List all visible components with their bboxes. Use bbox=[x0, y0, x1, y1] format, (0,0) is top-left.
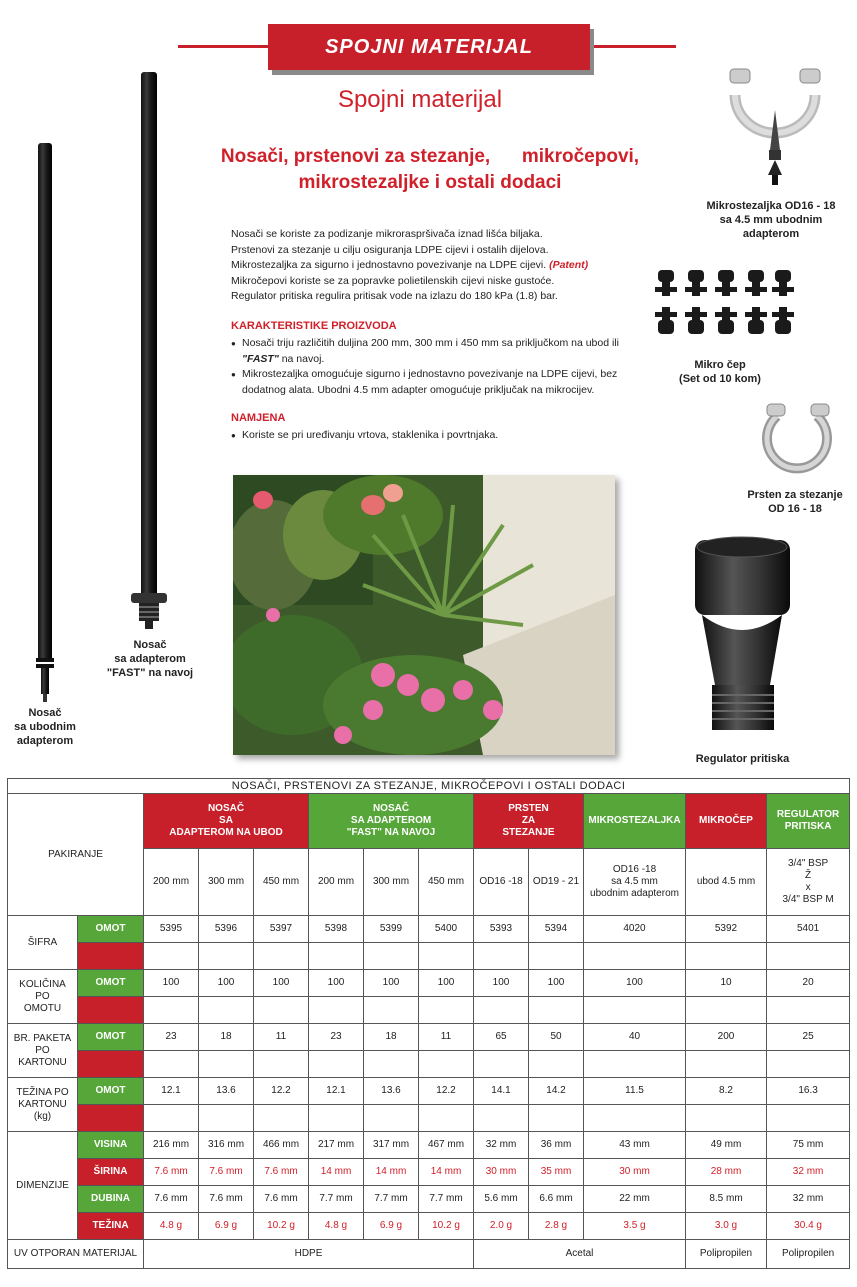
cell: 23 bbox=[144, 1024, 199, 1051]
caption-nosac-fast bbox=[100, 638, 200, 680]
caption-mikrostezaljka-3: adapterom bbox=[742, 228, 800, 240]
caption-nosac-fast-2: sa adapterom bbox=[114, 653, 186, 665]
cell: 5401 bbox=[767, 916, 850, 943]
mikrocep-image bbox=[650, 265, 800, 350]
cell: 65 bbox=[474, 1024, 529, 1051]
red-cell bbox=[78, 1051, 144, 1078]
cell: 23 bbox=[309, 1024, 364, 1051]
cell: 16.3 bbox=[767, 1078, 850, 1105]
cell: 8.5 mm bbox=[686, 1186, 767, 1213]
intro-line-3 bbox=[231, 258, 631, 274]
group-nosac-ubod: NOSAČ SA ADAPTEROM NA UBOD bbox=[144, 794, 309, 849]
cell: 5395 bbox=[144, 916, 199, 943]
cell: 14.2 bbox=[529, 1078, 584, 1105]
table-row bbox=[8, 1132, 850, 1159]
features-list bbox=[231, 336, 626, 398]
prsten-image bbox=[755, 398, 840, 483]
header-line-left bbox=[178, 45, 270, 48]
caption-nosac-ubod bbox=[5, 706, 85, 748]
cell: 7.7 mm bbox=[309, 1186, 364, 1213]
cell: 5397 bbox=[254, 916, 309, 943]
cell: 8.2 bbox=[686, 1078, 767, 1105]
table-row bbox=[8, 1024, 850, 1051]
table-row bbox=[8, 916, 850, 943]
purpose-bullet-1: ● Koriste se pri uređivanju vrtova, staklenika i povrtnjaka. bbox=[231, 428, 626, 444]
row-label-paketa: BR. PAKETA PO KARTONU bbox=[8, 1024, 78, 1078]
table-row bbox=[8, 997, 850, 1024]
red-cell bbox=[78, 1105, 144, 1132]
cell: 30 mm bbox=[474, 1159, 529, 1186]
cell: 32 mm bbox=[474, 1132, 529, 1159]
table-caption: NOSAČI, PRSTENOVI ZA STEZANJE, MIKROČEPOVI I OSTALI DODACI bbox=[8, 779, 850, 794]
cell: 2.0 g bbox=[474, 1213, 529, 1240]
cell: 12.2 bbox=[254, 1078, 309, 1105]
cell: 7.6 mm bbox=[144, 1159, 199, 1186]
caption-regulator-1: Regulator pritiska bbox=[695, 753, 790, 765]
features-bullet-2: ● Mikrostezaljka omogućuje sigurno i jednostavno povezivanje na LDPE cijevi, bez dodatnog alata. Ubodni 4.5 mm adapter omogućuje priključak na mikrocijev. bbox=[231, 367, 626, 398]
subtitle-line-1: Nosači, prstenovi za stezanje, mikročepovi, bbox=[220, 146, 640, 167]
cell: 12.2 bbox=[419, 1078, 474, 1105]
cell: 3.0 g bbox=[686, 1213, 767, 1240]
cell: 7.6 mm bbox=[199, 1186, 254, 1213]
uv-label: UV OTPORAN MATERIJAL bbox=[8, 1240, 144, 1269]
caption-mikrocep bbox=[660, 358, 780, 386]
row-label-tezina-karton: TEŽINA PO KARTONU (kg) bbox=[8, 1078, 78, 1132]
table-row bbox=[8, 1105, 850, 1132]
caption-mikrostezaljka-1: Mikrostezaljka OD16 - 18 bbox=[706, 200, 836, 212]
cell: 100 bbox=[309, 970, 364, 997]
cell: 4020 bbox=[584, 916, 686, 943]
omot-cell: OMOT bbox=[78, 1024, 144, 1051]
uv-poli-1: Polipropilen bbox=[686, 1240, 767, 1269]
cell: 43 mm bbox=[584, 1132, 686, 1159]
cell: 14.1 bbox=[474, 1078, 529, 1105]
table-row bbox=[8, 1240, 850, 1269]
caption-mikrocep-1: Mikro čep bbox=[694, 359, 746, 371]
cell: 35 mm bbox=[529, 1159, 584, 1186]
intro-line-2: Prstenovi za stezanje u cilju osiguranja LDPE cijevi i ostalih dijelova. bbox=[231, 243, 549, 256]
cell: 13.6 bbox=[199, 1078, 254, 1105]
cell: 2.8 g bbox=[529, 1213, 584, 1240]
cell: 10 bbox=[686, 970, 767, 997]
features-bullet-1 bbox=[231, 336, 626, 367]
product-table bbox=[7, 778, 850, 1269]
garden-photo-illustration bbox=[233, 475, 615, 755]
cell: 32 mm bbox=[767, 1186, 850, 1213]
group-nosac-fast: NOSAČ SA ADAPTEROM "FAST" NA NAVOJ bbox=[309, 794, 474, 849]
cell: 5399 bbox=[364, 916, 419, 943]
cell: 5396 bbox=[199, 916, 254, 943]
caption-prsten bbox=[735, 488, 855, 516]
caption-prsten-2: OD 16 - 18 bbox=[768, 503, 822, 515]
cell: 100 bbox=[419, 970, 474, 997]
page-subtitle bbox=[210, 144, 650, 196]
cell: 5398 bbox=[309, 916, 364, 943]
cell: 20 bbox=[767, 970, 850, 997]
features-bullet-1-text: Nosači triju različitih duljina 200 mm, 300 mm i 450 mm sa priključkom na ubod ili bbox=[242, 337, 619, 349]
group-regulator: REGULATOR PRITISKA bbox=[767, 794, 850, 849]
patent-label: (Patent) bbox=[549, 259, 589, 272]
caption-nosac-fast-1: Nosač bbox=[133, 639, 167, 651]
cell: 18 bbox=[364, 1024, 419, 1051]
cell: 6.9 g bbox=[364, 1213, 419, 1240]
cell: 7.6 mm bbox=[144, 1186, 199, 1213]
page-title: Spojni materijal bbox=[337, 86, 503, 113]
cell: 11 bbox=[254, 1024, 309, 1051]
table-row bbox=[8, 1159, 850, 1186]
cell: 10.2 g bbox=[419, 1213, 474, 1240]
caption-nosac-ubod-3: adapterom bbox=[16, 735, 74, 747]
mikrostezaljka-image bbox=[720, 55, 830, 190]
cell: 7.7 mm bbox=[419, 1186, 474, 1213]
intro-text bbox=[231, 227, 631, 305]
group-mikrostezaljka: MIKROSTEZALJKA bbox=[584, 794, 686, 849]
intro-line-3-text: Mikrostezaljka za sigurno i jednostavno povezivanje na LDPE cijevi. bbox=[231, 259, 547, 272]
cell: 200 bbox=[686, 1024, 767, 1051]
features-bullet-1-end: na navoj. bbox=[278, 352, 325, 365]
header-line-right bbox=[590, 45, 676, 48]
cell: 75 mm bbox=[767, 1132, 850, 1159]
caption-nosac-ubod-2: sa ubodnim bbox=[14, 721, 76, 733]
cell: 6.9 g bbox=[199, 1213, 254, 1240]
subheader: ubod 4.5 mm bbox=[686, 849, 767, 916]
cell: 40 bbox=[584, 1024, 686, 1051]
subheader: 300 mm bbox=[199, 849, 254, 916]
caption-nosac-fast-3: "FAST" na navoj bbox=[106, 667, 194, 679]
table-row bbox=[8, 1213, 850, 1240]
cell: 11.5 bbox=[584, 1078, 686, 1105]
omot-cell: OMOT bbox=[78, 1078, 144, 1105]
cell: 216 mm bbox=[144, 1132, 199, 1159]
subheader: 200 mm bbox=[309, 849, 364, 916]
cell: 7.6 mm bbox=[199, 1159, 254, 1186]
subheader: 450 mm bbox=[419, 849, 474, 916]
cell: 7.6 mm bbox=[254, 1186, 309, 1213]
cell: 100 bbox=[199, 970, 254, 997]
cell: 14 mm bbox=[419, 1159, 474, 1186]
uv-acetal: Acetal bbox=[474, 1240, 686, 1269]
cell: 7.6 mm bbox=[254, 1159, 309, 1186]
cell: 5.6 mm bbox=[474, 1186, 529, 1213]
caption-mikrocep-2: (Set od 10 kom) bbox=[679, 373, 761, 385]
cell: 13.6 bbox=[364, 1078, 419, 1105]
garden-photo bbox=[233, 475, 615, 755]
cell: 100 bbox=[529, 970, 584, 997]
cell: 5393 bbox=[474, 916, 529, 943]
caption-mikrostezaljka bbox=[696, 199, 846, 241]
cell: 4.8 g bbox=[309, 1213, 364, 1240]
caption-mikrostezaljka-2: sa 4.5 mm ubodnim bbox=[719, 214, 823, 226]
intro-line-1: Nosači se koriste za podizanje mikroraspršivača iznad lišća biljaka. bbox=[231, 228, 543, 240]
row-label-sifra: ŠIFRA bbox=[8, 916, 78, 970]
tezina-label: TEŽINA bbox=[78, 1213, 144, 1240]
uv-poli-2: Polipropilen bbox=[767, 1240, 850, 1269]
sirina-label: ŠIRINA bbox=[78, 1159, 144, 1186]
header-banner bbox=[268, 24, 590, 70]
cell: 316 mm bbox=[199, 1132, 254, 1159]
cell: 7.7 mm bbox=[364, 1186, 419, 1213]
cell: 10.2 g bbox=[254, 1213, 309, 1240]
cell: 14 mm bbox=[309, 1159, 364, 1186]
group-prsten: PRSTEN ZA STEZANJE bbox=[474, 794, 584, 849]
red-cell bbox=[78, 997, 144, 1024]
cell: 317 mm bbox=[364, 1132, 419, 1159]
pakiranje-header: PAKIRANJE bbox=[8, 794, 144, 916]
cell: 3.5 g bbox=[584, 1213, 686, 1240]
subheader: 450 mm bbox=[254, 849, 309, 916]
cell: 28 mm bbox=[686, 1159, 767, 1186]
row-label-kolicina: KOLIČINA PO OMOTU bbox=[8, 970, 78, 1024]
cell: 12.1 bbox=[309, 1078, 364, 1105]
caption-nosac-ubod-1: Nosač bbox=[28, 707, 62, 719]
cell: 22 mm bbox=[584, 1186, 686, 1213]
table-row bbox=[8, 1186, 850, 1213]
cell: 5394 bbox=[529, 916, 584, 943]
subheader: 3/4" BSP Ž x 3/4" BSP M bbox=[767, 849, 850, 916]
cell: 36 mm bbox=[529, 1132, 584, 1159]
cell: 217 mm bbox=[309, 1132, 364, 1159]
red-cell bbox=[78, 943, 144, 970]
visina-label: VISINA bbox=[78, 1132, 144, 1159]
subheader: 200 mm bbox=[144, 849, 199, 916]
cell: 30 mm bbox=[584, 1159, 686, 1186]
cell: 100 bbox=[364, 970, 419, 997]
dubina-label: DUBINA bbox=[78, 1186, 144, 1213]
features-title: KARAKTERISTIKE PROIZVODA bbox=[231, 320, 397, 332]
cell: 18 bbox=[199, 1024, 254, 1051]
cell: 100 bbox=[584, 970, 686, 997]
cell: 49 mm bbox=[686, 1132, 767, 1159]
subheader: OD16 -18 sa 4.5 mm ubodnim adapterom bbox=[584, 849, 686, 916]
uv-hdpe: HDPE bbox=[144, 1240, 474, 1269]
cell: 5400 bbox=[419, 916, 474, 943]
table-row bbox=[8, 943, 850, 970]
cell: 5392 bbox=[686, 916, 767, 943]
cell: 11 bbox=[419, 1024, 474, 1051]
purpose-list bbox=[231, 428, 626, 444]
intro-line-5: Regulator pritiska regulira pritisak vode na izlazu do 180 kPa (1.8) bar. bbox=[231, 290, 558, 303]
header-banner-text: SPOJNI MATERIJAL bbox=[325, 35, 533, 58]
omot-cell: OMOT bbox=[78, 970, 144, 997]
regulator-image bbox=[690, 535, 800, 745]
cell: 100 bbox=[144, 970, 199, 997]
cell: 6.6 mm bbox=[529, 1186, 584, 1213]
purpose-title: NAMJENA bbox=[231, 412, 286, 424]
table-row bbox=[8, 1051, 850, 1078]
cell: 14 mm bbox=[364, 1159, 419, 1186]
cell: 466 mm bbox=[254, 1132, 309, 1159]
omot-cell: OMOT bbox=[78, 916, 144, 943]
fast-label: "FAST" bbox=[242, 352, 279, 365]
table-row bbox=[8, 1078, 850, 1105]
subtitle-line-2: mikrostezaljke i ostali dodaci bbox=[298, 172, 562, 193]
table-row bbox=[8, 970, 850, 997]
subheader: 300 mm bbox=[364, 849, 419, 916]
cell: 30.4 g bbox=[767, 1213, 850, 1240]
cell: 4.8 g bbox=[144, 1213, 199, 1240]
subheader: OD16 -18 bbox=[474, 849, 529, 916]
cell: 100 bbox=[474, 970, 529, 997]
cell: 12.1 bbox=[144, 1078, 199, 1105]
caption-regulator bbox=[680, 752, 805, 766]
cell: 50 bbox=[529, 1024, 584, 1051]
row-label-dimenzije: DIMENZIJE bbox=[8, 1132, 78, 1240]
intro-line-4: Mikročepovi koriste se za popravke polietilenskih cijevi niske gustoće. bbox=[231, 274, 555, 287]
subheader: OD19 - 21 bbox=[529, 849, 584, 916]
cell: 467 mm bbox=[419, 1132, 474, 1159]
cell: 32 mm bbox=[767, 1159, 850, 1186]
caption-prsten-1: Prsten za stezanje bbox=[747, 489, 843, 501]
cell: 25 bbox=[767, 1024, 850, 1051]
group-mikrocep: MIKROČEP bbox=[686, 794, 767, 849]
cell: 100 bbox=[254, 970, 309, 997]
